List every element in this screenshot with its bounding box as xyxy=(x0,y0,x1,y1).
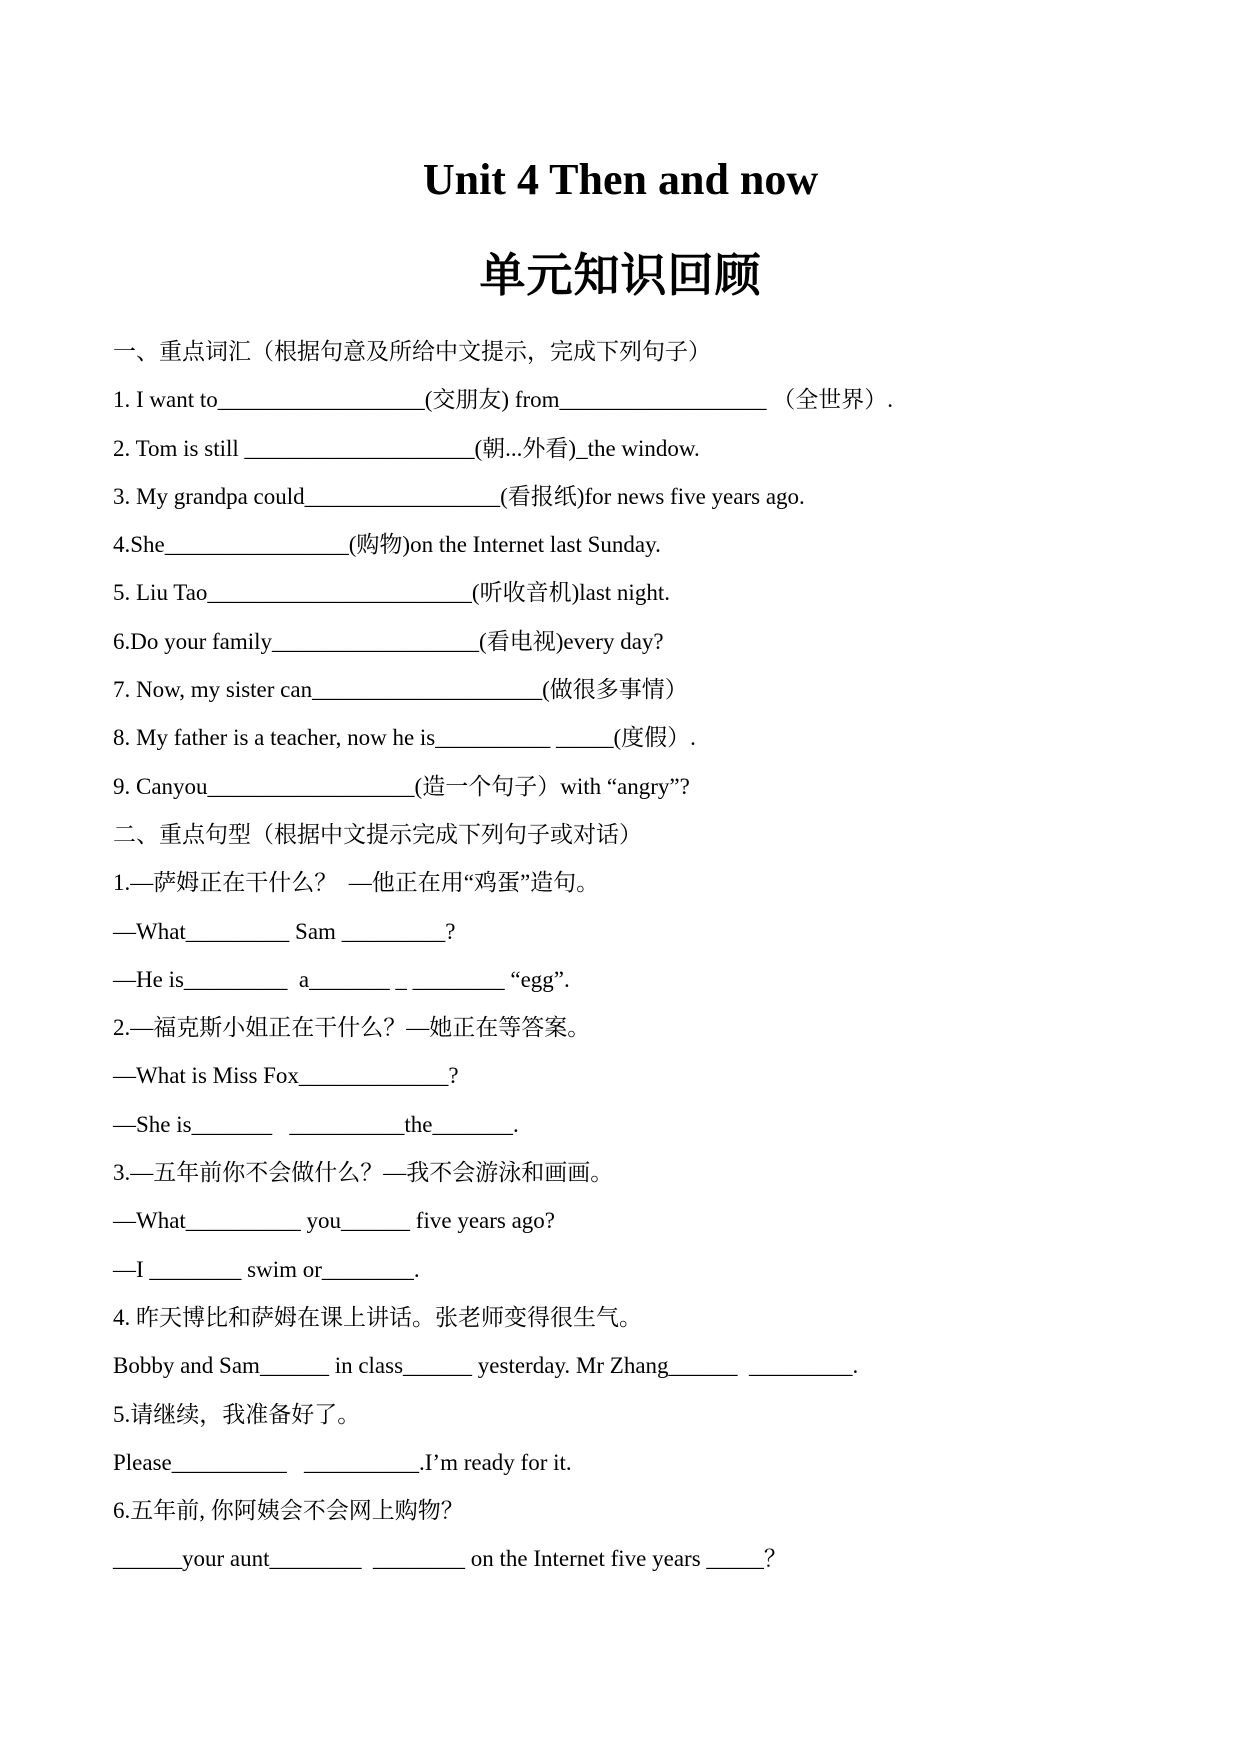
vocab-question-1: 1. I want to__________________(交朋友) from__________________ （全世界）. xyxy=(113,387,894,413)
vocab-question-3: 3. My grandpa could_________________(看报纸)for news five years ago. xyxy=(113,483,805,509)
sentence-prompt-2: 2.—福克斯小姐正在干什么？—她正在等答案。 xyxy=(113,1015,591,1041)
section-heading-vocabulary: 一、重点词汇（根据句意及所给中文提示，完成下列句子） xyxy=(113,339,711,364)
sentence-1-question: —What_________ Sam _________? xyxy=(113,918,456,944)
vocab-question-2: 2. Tom is still ____________________(朝...外看)_the window. xyxy=(113,435,700,461)
section-heading-sentences: 二、重点句型（根据中文提示完成下列句子或对话） xyxy=(113,821,642,847)
sentence-5-english: Please__________ __________.I’m ready for it. xyxy=(113,1449,572,1475)
worksheet-body xyxy=(113,332,1153,1588)
sentence-prompt-5: 5.请继续，我准备好了。 xyxy=(113,1401,361,1427)
sentence-1-answer: —He is_________ a_______ _ ________ “egg”. xyxy=(113,966,570,992)
page-subtitle: 单元知识回顾 xyxy=(479,250,762,301)
sentence-6-english: ______your aunt________ ________ on the Internet five years _____？ xyxy=(113,1546,787,1572)
sentence-prompt-1: 1.—萨姆正在干什么？ —他正在用“鸡蛋”造句。 xyxy=(113,870,600,896)
sentence-4-english: Bobby and Sam______ in class______ yesterday. Mr Zhang______ _________. xyxy=(113,1353,859,1379)
sentence-3-answer: —I ________ swim or________. xyxy=(113,1256,420,1282)
vocab-question-8: 8. My father is a teacher, now he is__________ _____(度假）. xyxy=(113,725,696,751)
sentence-prompt-3: 3.—五年前你不会做什么？—我不会游泳和画画。 xyxy=(113,1160,614,1186)
vocab-question-7: 7. Now, my sister can____________________(做很多事情） xyxy=(113,677,688,703)
sentence-prompt-6: 6.五年前, 你阿姨会不会网上购物？ xyxy=(113,1498,464,1524)
vocab-question-4: 4.She________________(购物)on the Internet last Sunday. xyxy=(113,532,661,558)
vocab-question-9: 9. Canyou__________________(造一个句子）with “angry”? xyxy=(113,773,690,799)
sentence-3-question: —What__________ you______ five years ago? xyxy=(113,1208,556,1234)
page-title: Unit 4 Then and now xyxy=(422,155,819,204)
sentence-2-answer: —She is_______ __________the_______. xyxy=(113,1111,519,1137)
vocab-question-5: 5. Liu Tao_______________________(听收音机)last night. xyxy=(113,580,670,606)
vocab-question-6: 6.Do your family__________________(看电视)every day? xyxy=(113,628,664,654)
sentence-prompt-4: 4. 昨天博比和萨姆在课上讲话。张老师变得很生气。 xyxy=(113,1304,642,1330)
sentence-2-question: —What is Miss Fox_____________? xyxy=(113,1063,459,1089)
